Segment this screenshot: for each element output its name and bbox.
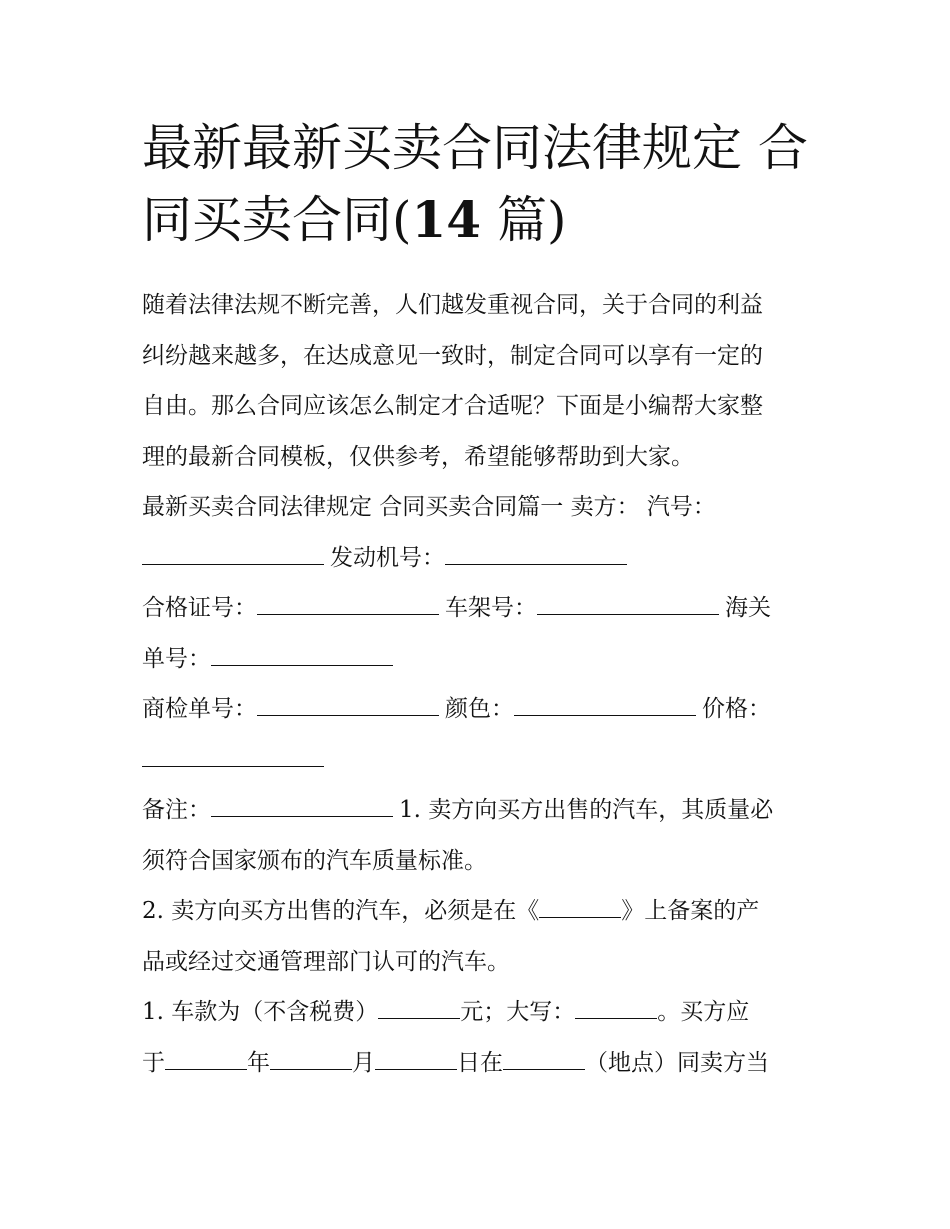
clause-line (142, 1038, 814, 1089)
blank-field (537, 594, 719, 615)
inspection-line (142, 684, 814, 735)
blank-field (257, 695, 439, 716)
engine-label: 发动机号： (330, 544, 445, 571)
price-blank-line (142, 735, 814, 786)
clause-line: 须符合国家颁布的汽车质量标准。 (142, 847, 487, 874)
document-body (142, 280, 814, 1088)
clause-line (142, 987, 814, 1038)
remarks-label: 备注： (142, 797, 211, 823)
blank-field (142, 544, 324, 565)
blank-field (375, 1049, 457, 1070)
blank-field (445, 544, 627, 565)
customs-label: 海关 (725, 595, 771, 621)
blank-field (211, 796, 393, 817)
blank-field (514, 695, 696, 716)
blank-field (539, 897, 621, 918)
blank-field (165, 1049, 247, 1070)
cert-line (142, 583, 814, 634)
clause-line: 品或经过交通管理部门认可的汽车。 (142, 948, 510, 975)
frame-label: 车架号： (445, 595, 537, 621)
blank-field (378, 998, 460, 1019)
clause-text: 2. 卖方向买方出售的汽车，必须是在《 (142, 898, 540, 924)
color-label: 颜色： (445, 696, 514, 722)
clause-text: 年 (247, 1049, 270, 1076)
remarks-line (142, 785, 814, 836)
clause-text: 。买方应 (657, 999, 750, 1025)
customs-label-2: 单号： (142, 645, 211, 672)
clause-text: 月 (352, 1049, 375, 1076)
clause-text: 1. 卖方向买方出售的汽车，其质量必 (399, 797, 774, 823)
clause-text: 于 (142, 1049, 165, 1076)
cert-label: 合格证号： (142, 595, 257, 621)
title-text-2: 篇) (481, 191, 567, 249)
blank-field (575, 998, 657, 1019)
clause-text: 1. 车款为（不含税费） (142, 999, 379, 1025)
clause-text: 日在 (457, 1049, 503, 1076)
intro-line: 自由。那么合同应该怎么制定才合适呢？下面是小编帮大家整 (142, 393, 763, 419)
customs-line (142, 634, 814, 685)
title-text-1: 最新最新买卖合同法律规定 合同买卖合同( (142, 119, 808, 249)
document-title (142, 112, 822, 256)
intro-line: 理的最新合同模板，仅供参考，希望能够帮助到大家。 (142, 443, 694, 470)
clause-text: 》上备案的产 (621, 898, 760, 924)
intro-line: 随着法律法规不断完善，人们越发重视合同，关于合同的利益 (142, 292, 763, 318)
blank-field (142, 746, 324, 767)
section-heading: 最新买卖合同法律规定 合同买卖合同篇一 卖方： 汽号： (142, 494, 716, 520)
blank-field (211, 645, 393, 666)
inspection-label: 商检单号： (142, 696, 257, 722)
title-count: 14 (411, 190, 482, 249)
blank-field (503, 1049, 585, 1070)
clause-text: （地点）同卖方当 (585, 1049, 769, 1076)
price-label: 价格： (702, 696, 771, 722)
blank-field (257, 594, 439, 615)
intro-line: 纠纷越来越多，在达成意见一致时，制定合同可以享有一定的 (142, 342, 763, 369)
clause-text: 元；大写： (460, 999, 576, 1025)
blank-field (270, 1049, 352, 1070)
clause-line (142, 886, 814, 937)
engine-line (142, 533, 814, 584)
